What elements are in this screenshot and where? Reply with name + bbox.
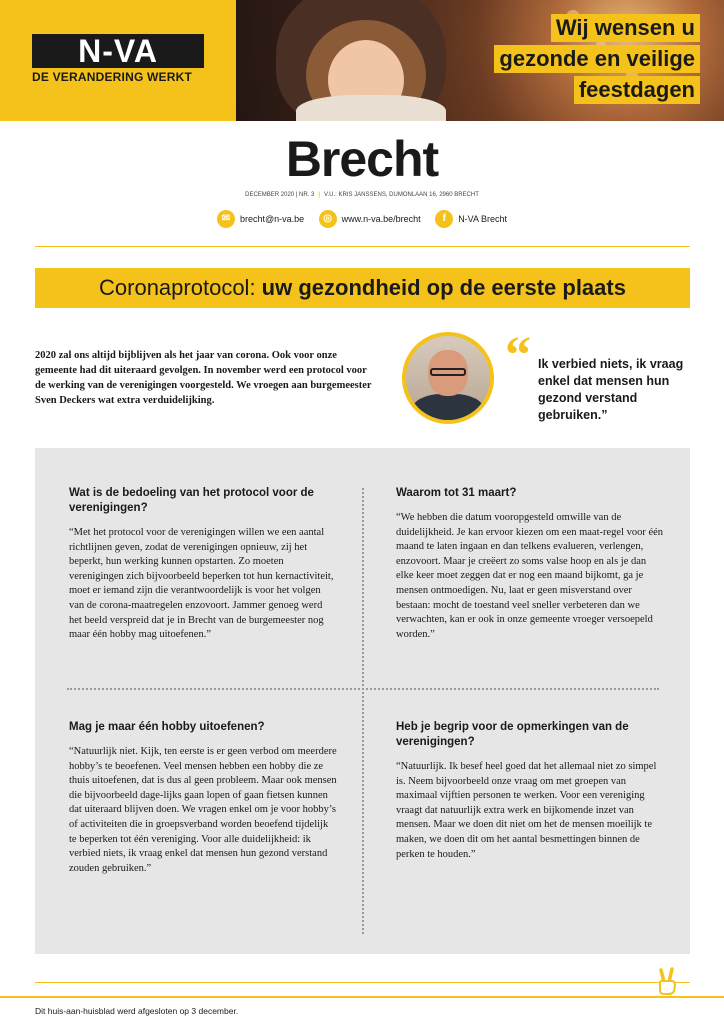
- qa-answer: “Natuurlijk. Ik besef heel goed dat het allemaal niet zo simpel is. Neem bijvoorbeeld onze vraag om met groepen van maximaal vijftien personen te werken. Voor een vereniging vraagt dat natuurlijk extra werk en bijkomende inzet van mensen. Maar we doen dit niet om het de mensen moeilijk te maken, we doen dit om het aantal besmettingen binnen de perken te houden.”: [396, 761, 657, 860]
- contact-website-label: www.n-va.be/brecht: [341, 214, 421, 224]
- header-banner: [0, 0, 724, 121]
- qa-answer: “We hebben die datum vooropgesteld omwille van de duidelijkheid. Je kan ervoor kiezen om een maat-regel voor één maand te laten ingaan en dan telkens evalueren, verlengen, enzovoort. Maar je creëert zo soms valse hoop en als je dan elke keer moet zeggen dat er nog een maand bijkomt, ga je mensen ontmoedigen. Nu, laat er geen misverstand over bestaan: mocht de toestand veel sneller verbeteren dan we verwachten, kan er ook in onze gemeente vroeger versoepeld worden.”: [396, 512, 664, 640]
- greeting-line-2: gezonde en veilige: [494, 45, 700, 73]
- pull-quote: Ik verbied niets, ik vraag enkel dat mensen hun gezond verstand gebruiken.”: [538, 357, 684, 422]
- qa-answer: “Natuurlijk niet. Kijk, ten eerste is er geen verbod om meerdere hobby’s te beoefenen. Veel mensen hebben een hobby die ze thuis uitoefenen, dat is dus al geen probleem. Maar ook mensen die bijvoorbeeld dage-lijks gaan lopen of gaan fietsen kunnen dat uiteraard blijven doen. We vragen enkel om je voor hobby’s of activiteiten die in groepsverband worden beoefend tijdelijk te beperken tot één vereniging. Voor alle duidelijkheid: ik verbied niets, ik vraag enkel dat mensen hun gezond verstand zouden gebruiken.”: [69, 746, 337, 874]
- mail-icon: ✉: [217, 210, 235, 228]
- qa-question: Wat is de bedoeling van het protocol voor de verenigingen?: [69, 487, 314, 514]
- contact-website[interactable]: [319, 210, 421, 228]
- logo-tagline: DE VERANDERING WERKT: [32, 70, 193, 84]
- qa-block: [396, 486, 664, 642]
- qa-block: [396, 720, 664, 862]
- footer-note: Dit huis-aan-huisblad werd afgesloten op 3 december.: [35, 1006, 239, 1016]
- article-headline: [35, 268, 690, 308]
- logo-wordmark: N-VA: [32, 34, 204, 68]
- qa-question: Heb je begrip voor de opmerkingen van de verenigingen?: [396, 721, 629, 748]
- globe-icon: ◎: [319, 210, 337, 228]
- girl-sweater: [296, 95, 446, 121]
- holiday-greeting: [494, 14, 700, 107]
- qa-question: Mag je maar één hobby uitoefenen?: [69, 721, 265, 733]
- horizontal-divider: [67, 688, 659, 690]
- contact-links: [0, 210, 724, 228]
- article-intro: 2020 zal ons altijd bijblijven als het jaar van corona. Ook voor onze gemeente had dit uiteraard gevolgen. In november werd een protocol voor de werking van de verenigingen voorgesteld. We vroegen aan burgemeester Sven Deckers wat extra verduidelijking.: [35, 350, 372, 406]
- portrait-body: [412, 394, 484, 420]
- qa-block: [69, 486, 337, 643]
- qa-block: [69, 720, 337, 876]
- contact-facebook[interactable]: [435, 210, 507, 228]
- victory-hand-icon: [652, 966, 682, 996]
- divider-bottom: [35, 982, 690, 983]
- portrait-photo: [406, 336, 490, 420]
- publisher-info: V.U.: KRIS JANSSENS, DUMONLAAN 16, 2960 BRECHT: [324, 192, 479, 198]
- footer-yellow-line: [0, 996, 724, 998]
- quote-mark-icon: “: [505, 327, 531, 384]
- contact-email[interactable]: [217, 210, 304, 228]
- qa-panel: [35, 448, 690, 954]
- facebook-icon: f: [435, 210, 453, 228]
- contact-facebook-label: N-VA Brecht: [458, 214, 508, 224]
- edition-info: DECEMBER 2020 | NR. 3: [245, 192, 315, 198]
- mayor-portrait: [402, 332, 494, 424]
- divider-top: [35, 246, 690, 247]
- masthead-meta: [0, 192, 724, 198]
- headline-light: Coronaprotocol:: [99, 275, 262, 300]
- greeting-line-3: feestdagen: [574, 76, 700, 104]
- portrait-glasses: [430, 368, 466, 376]
- qa-answer: “Met het protocol voor de verenigingen willen we een aantal richtlijnen geven, zodat de verenigingen opnieuw, zij het beperkt, hun werking kunnen opstarten. Zo moeten verenigingen zich bijvoorbeeld beperken tot hun kernactiviteit, moet er iemand zijn die verantwoordelijk is voor het volgen van de corona-maatregelen enzovoort. Jammer genoeg werd het beeld verspreid dat je in Brecht van de burgemeester nog maar één hobby mag uitoefenen.”: [69, 527, 334, 641]
- qa-question: Waarom tot 31 maart?: [396, 487, 517, 499]
- greeting-line-1: Wij wensen u: [551, 14, 700, 42]
- headline-bold: uw gezondheid op de eerste plaats: [261, 275, 626, 300]
- nva-logo[interactable]: [32, 34, 204, 86]
- meta-separator: |: [318, 192, 321, 198]
- contact-email-label: brecht@n-va.be: [239, 214, 305, 224]
- masthead-title: Brecht: [285, 131, 439, 187]
- vertical-divider: [362, 488, 364, 934]
